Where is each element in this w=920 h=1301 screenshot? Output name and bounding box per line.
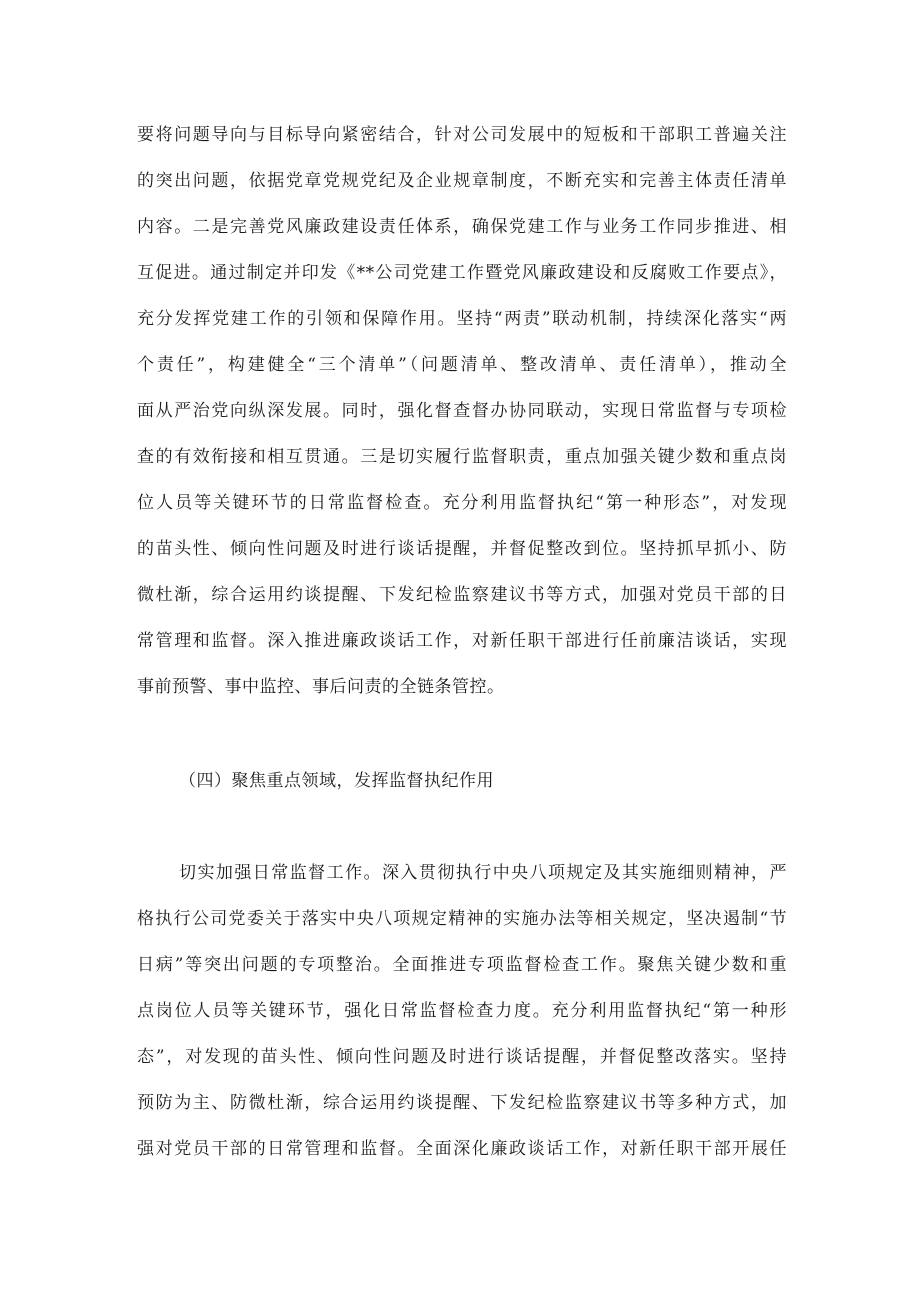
paragraph-2-line: 切实加强日常监督工作。深入贯彻执行中央八项规定及其实施细则精神，严 bbox=[179, 863, 787, 883]
paragraph-1-line: 要将问题导向与目标导向紧密结合，针对公司发展中的短板和干部职工普遍关注 bbox=[137, 125, 787, 145]
paragraph-1-line: 位人员等关键环节的日常监督检查。充分利用监督执纪“第一种形态”，对发现 bbox=[137, 493, 787, 513]
section-heading: （四）聚焦重点领域，发挥监督执纪作用 bbox=[179, 771, 494, 791]
paragraph-2-line: 点岗位人员等关键环节，强化日常监督检查力度。充分利用监督执纪“第一种形 bbox=[137, 1001, 787, 1021]
paragraph-2-line: 日病”等突出问题的专项整治。全面推进专项监督检查工作。聚焦关键少数和重 bbox=[137, 955, 787, 975]
paragraph-2-line: 态”，对发现的苗头性、倾向性问题及时进行谈话提醒，并督促整改落实。坚持 bbox=[137, 1047, 787, 1067]
paragraph-1-line: 事前预警、事中监控、事后问责的全链条管控。 bbox=[137, 677, 505, 697]
paragraph-1-line: 常管理和监督。深入推进廉政谈话工作，对新任职干部进行任前廉洁谈话，实现 bbox=[137, 631, 787, 651]
paragraph-1-line: 互促进。通过制定并印发《**公司党建工作暨党风廉政建设和反腐败工作要点》， bbox=[137, 263, 787, 283]
paragraph-1-line: 微杜渐，综合运用约谈提醒、下发纪检监察建议书等方式，加强对党员干部的日 bbox=[137, 585, 787, 605]
paragraph-1-line: 内容。二是完善党风廉政建设责任体系，确保党建工作与业务工作同步推进、相 bbox=[137, 217, 787, 237]
paragraph-2-line: 格执行公司党委关于落实中央八项规定精神的实施办法等相关规定，坚决遏制“节 bbox=[137, 909, 787, 929]
paragraph-1-line: 充分发挥党建工作的引领和保障作用。坚持“两责”联动机制，持续深化落实“两 bbox=[137, 309, 787, 329]
paragraph-1-line: 面从严治党向纵深发展。同时，强化督查督办协同联动，实现日常监督与专项检 bbox=[137, 401, 787, 421]
paragraph-1-line: 查的有效衔接和相互贯通。三是切实履行监督职责，重点加强关键少数和重点岗 bbox=[137, 447, 787, 467]
paragraph-2-line: 预防为主、防微杜渐，综合运用约谈提醒、下发纪检监察建议书等多种方式，加 bbox=[137, 1093, 787, 1113]
paragraph-2-line: 强对党员干部的日常管理和监督。全面深化廉政谈话工作，对新任职干部开展任 bbox=[137, 1139, 787, 1159]
paragraph-1-line: 的苗头性、倾向性问题及时进行谈话提醒，并督促整改到位。坚持抓早抓小、防 bbox=[137, 539, 787, 559]
paragraph-1-line: 的突出问题，依据党章党规党纪及企业规章制度，不断充实和完善主体责任清单 bbox=[137, 171, 787, 191]
paragraph-1-line: 个责任”，构建健全“三个清单”（问题清单、整改清单、责任清单），推动全 bbox=[137, 355, 787, 375]
